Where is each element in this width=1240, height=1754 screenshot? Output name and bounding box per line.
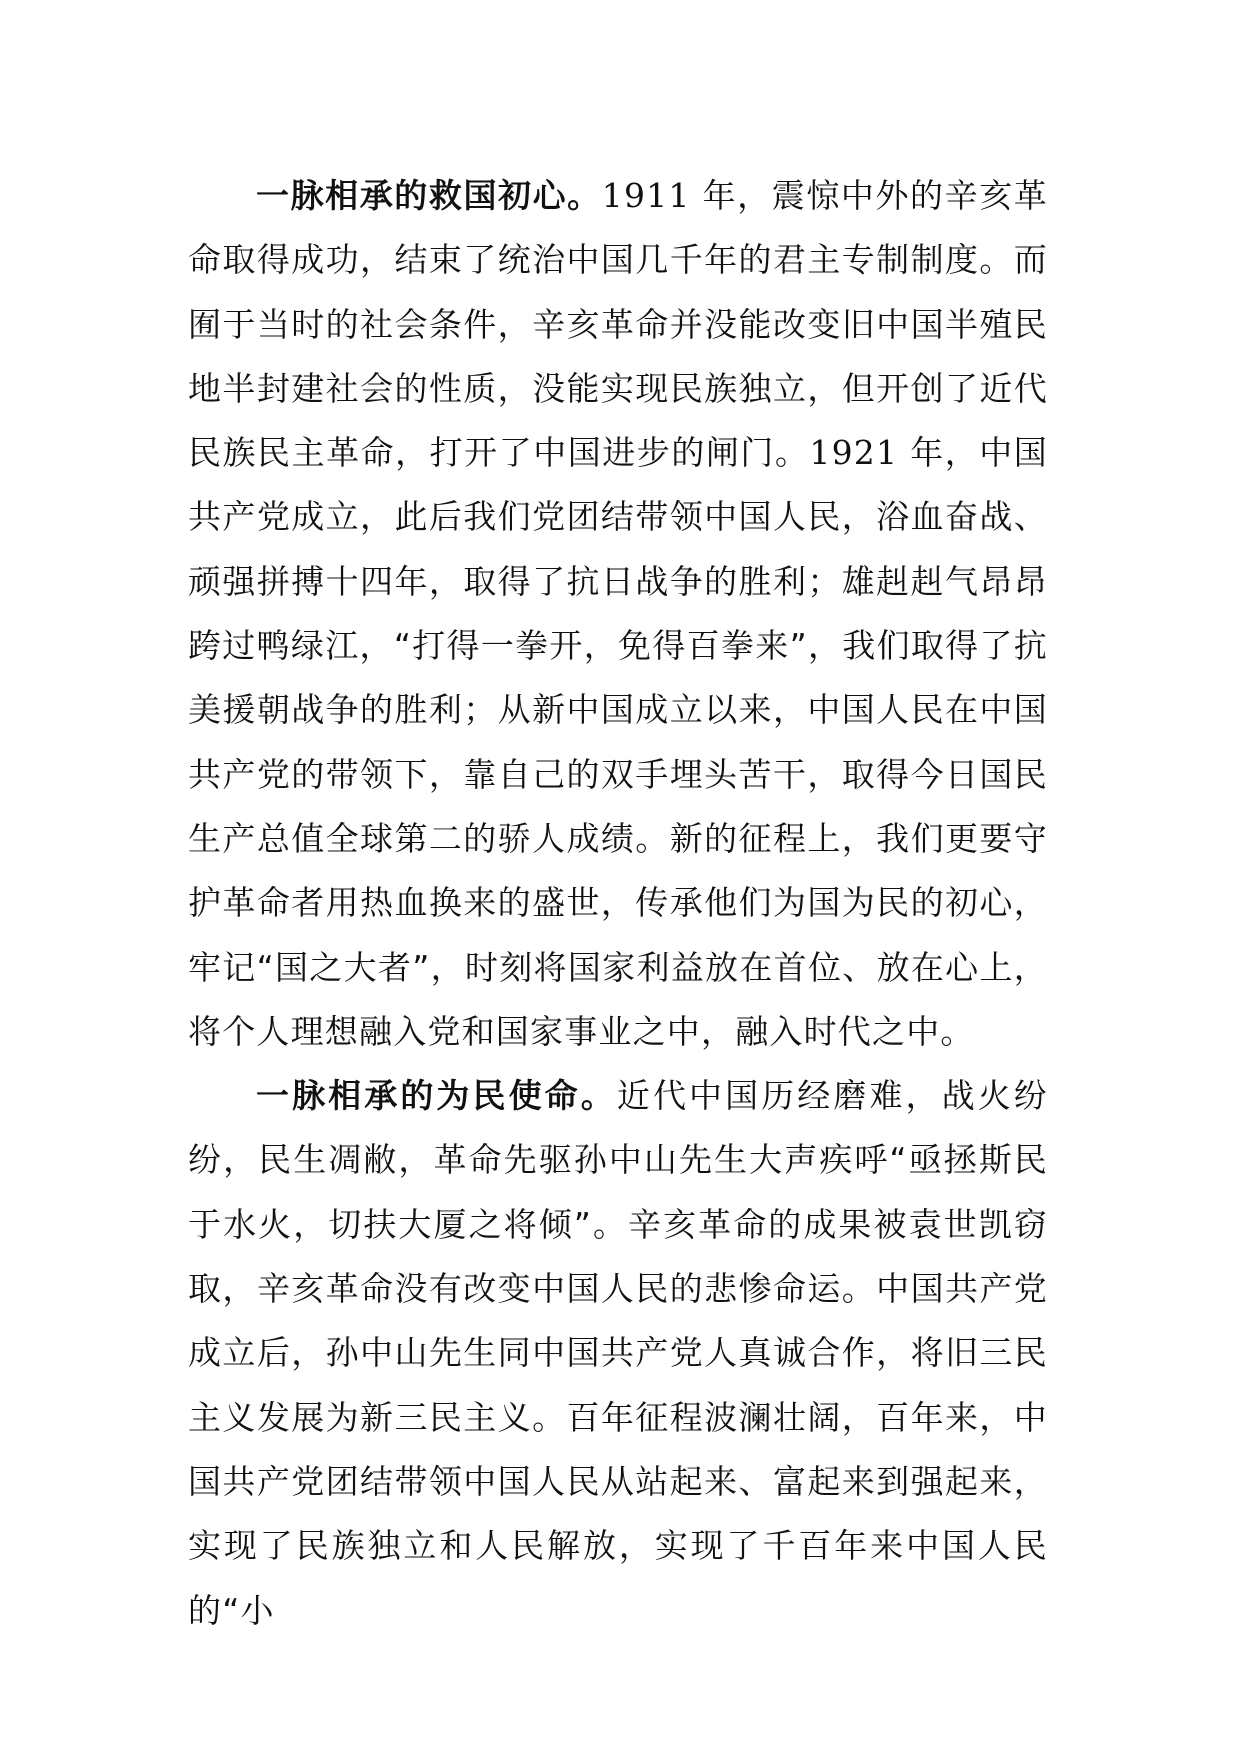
paragraph-text: 年，中国共产党成立，此后我们党团结带领中国人民，浴血奋战、顽强拼搏十四年，取得了抗日战争的胜利；雄赳赳气昂昂跨过鸭绿江，“打得一拳开，免得百拳来”，我们取得了抗美援朝战争的胜利；从新中国成立以来，中国人民在中国共产党的带领下，靠自己的双手埋头苦干，取得今日国民生产总值全球第二的骄人成绩。新的征程上，我们更要守护革命者用热血换来的盛世，传承他们为国为民的初心，牢记“国之大者”，时刻将国家利益放在首位、放在心上，将个人理想融入党和国家事业之中，融入时代之中。 xyxy=(188,433,1048,1051)
year-number: 1911 xyxy=(601,176,691,215)
document-body xyxy=(188,164,1048,1643)
paragraph-text: 近代中国历经磨难，战火纷纷，民生凋敝，革命先驱孙中山先生大声疾呼“亟拯斯民于水火，切扶大厦之将倾”。辛亥革命的成果被袁世凯窃取，辛亥革命没有改变中国人民的悲惨命运。中国共产党成立后，孙中山先生同中国共产党人真诚合作，将旧三民主义发展为新三民主义。百年征程波澜壮阔，百年来，中国共产党团结带领中国人民从站起来、富起来到强起来，实现了民族独立和人民解放，实现了千百年来中国人民的“小 xyxy=(188,1076,1048,1630)
paragraph-lead-heading: 一脉相承的救国初心。 xyxy=(256,176,602,215)
paragraph-text: 年，震惊中外的辛亥革命取得成功，结束了统治中国几千年的君主专制制度。而囿于当时的社会条件，辛亥革命并没能改变旧中国半殖民地半封建社会的性质，没能实现民族独立，但开创了近代民族民主革命，打开了中国进步的闸门。 xyxy=(188,176,1048,473)
year-number: 1921 xyxy=(809,433,899,473)
paragraph-lead-heading: 一脉相承的为民使命。 xyxy=(256,1076,617,1116)
paragraph-national-salvation xyxy=(188,164,1048,1064)
paragraph-people-mission xyxy=(188,1064,1048,1643)
